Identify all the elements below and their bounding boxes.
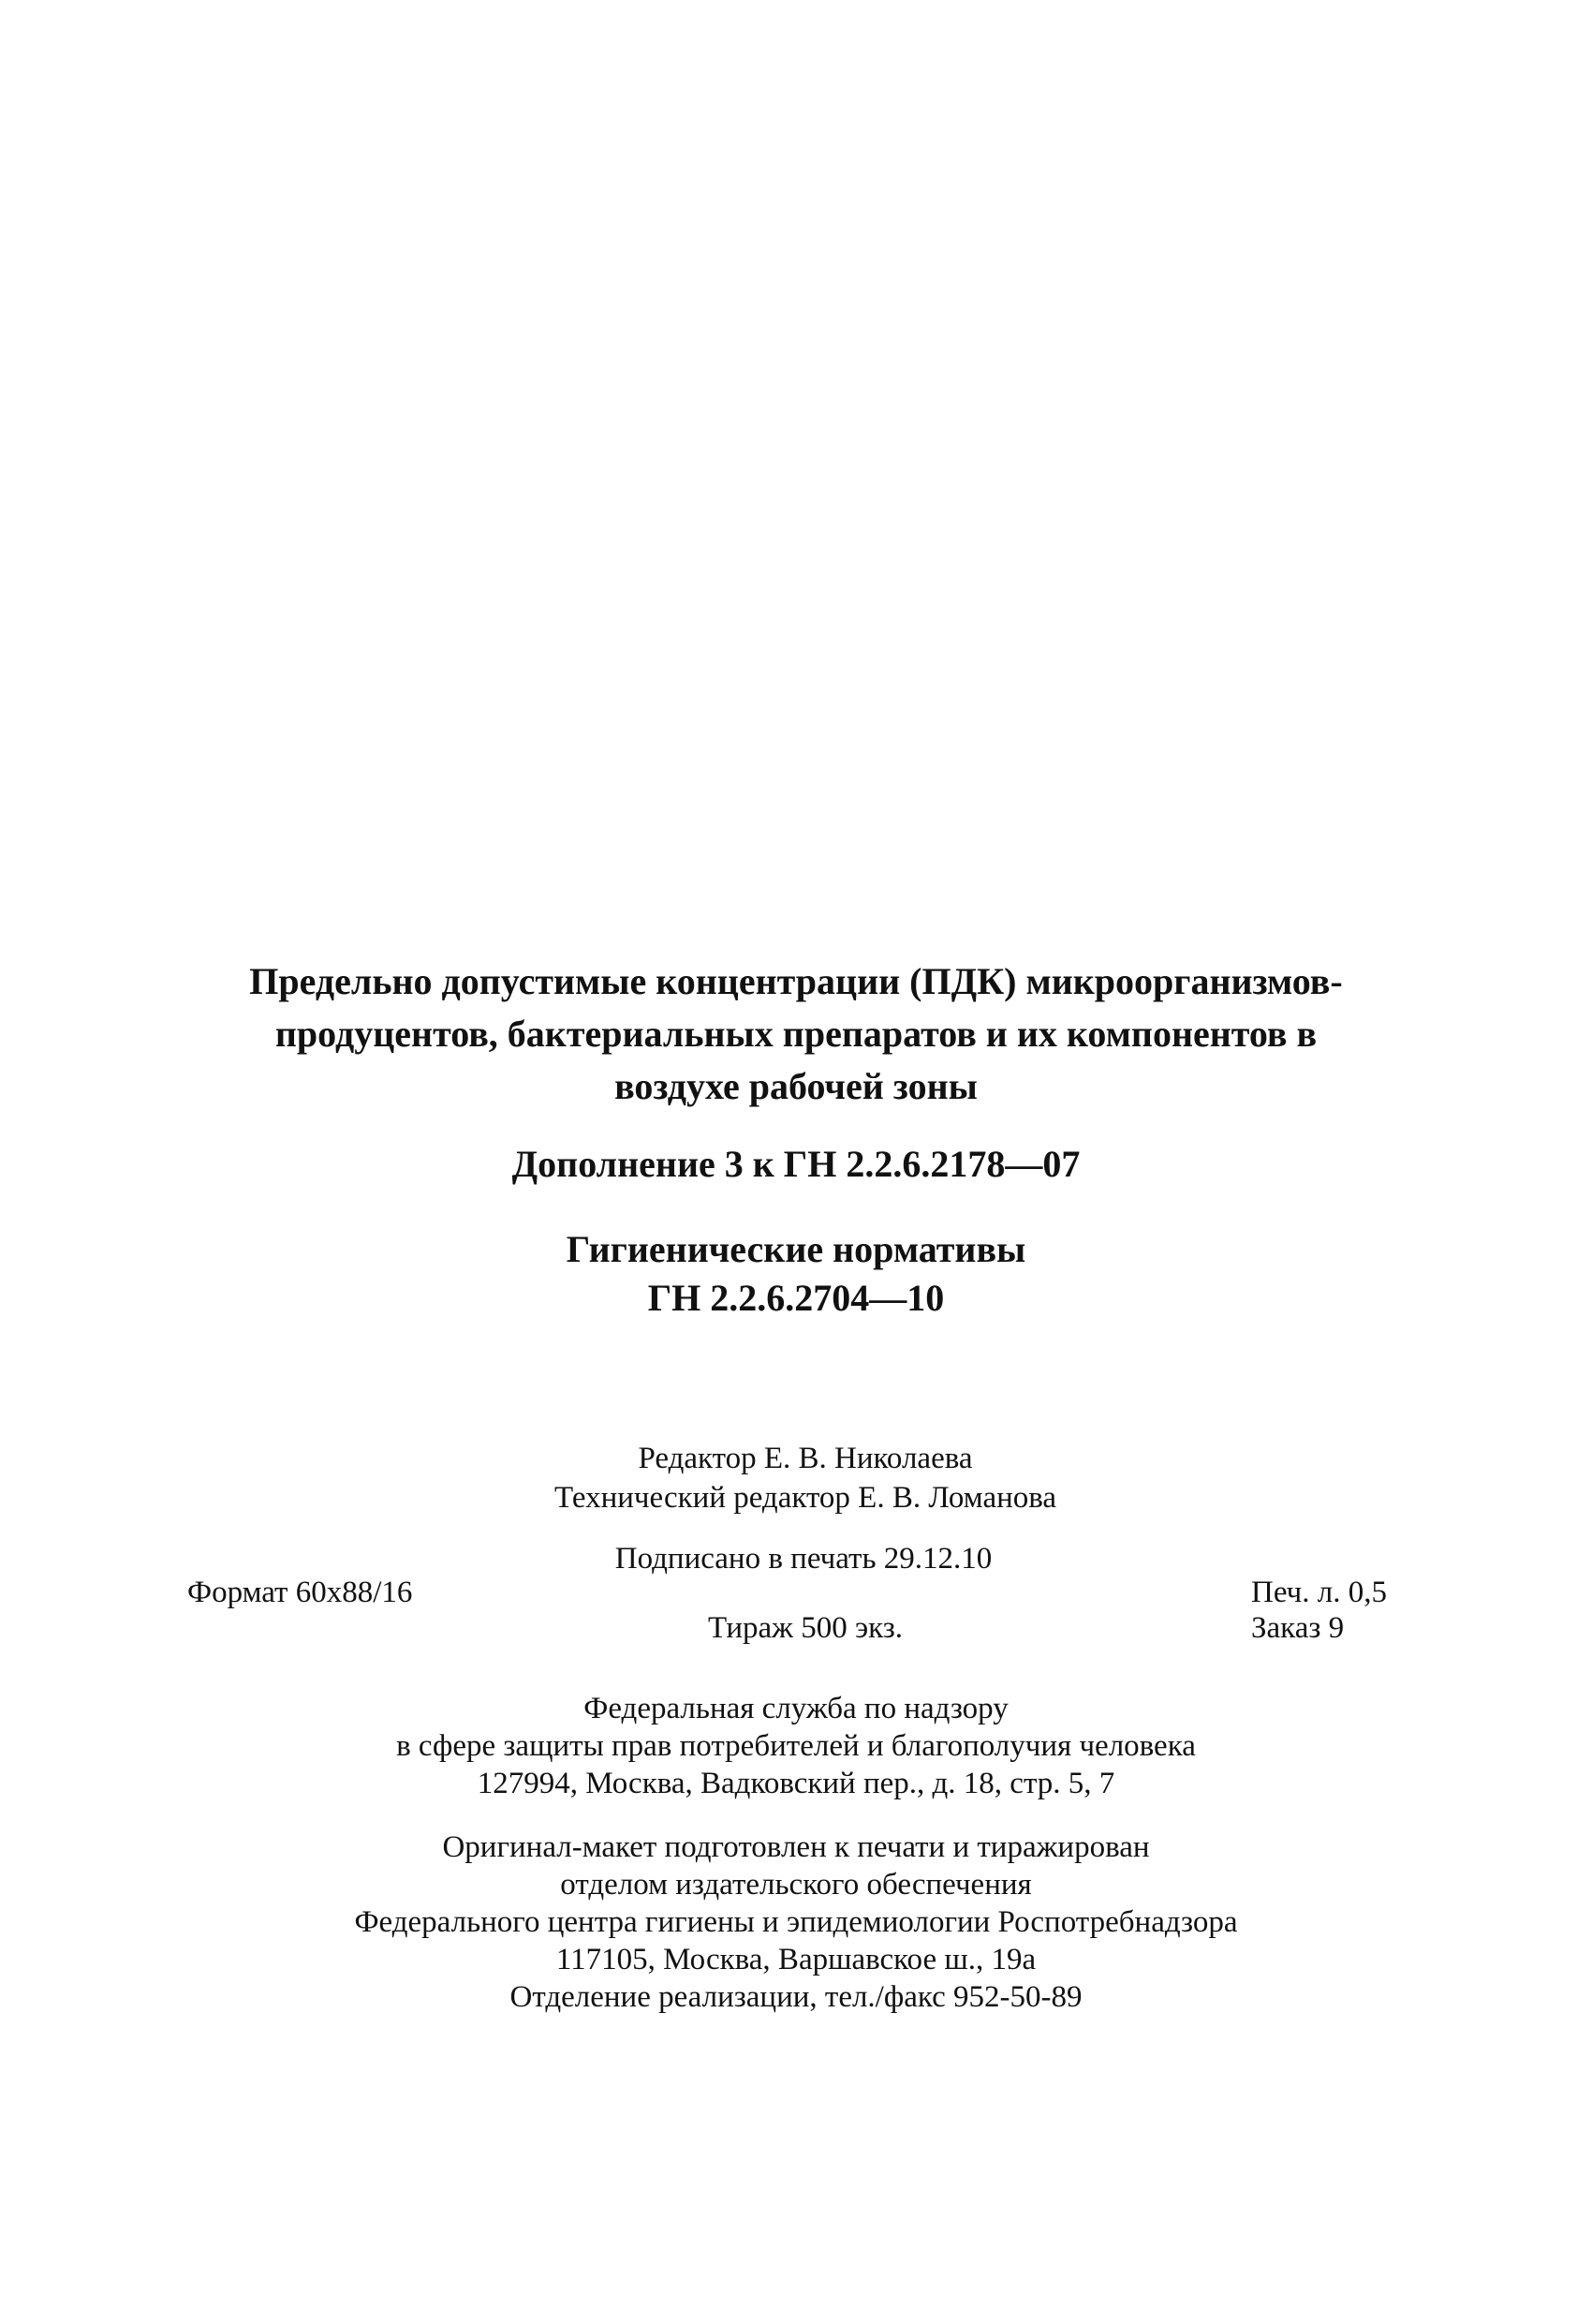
supplement-heading: Дополнение 3 к ГН 2.2.6.2178—07 (511, 1143, 1081, 1185)
signed-for-print: Подписано в печать 29.12.10 (614, 1542, 993, 1576)
publisher-address: 117105, Москва, Варшавское ш., 19а (555, 1943, 1037, 1976)
publisher-line-3: Федерального центра гигиены и эпидемиологии Роспотребнадзора (354, 1905, 1238, 1939)
circulation: Тираж 500 экз. (708, 1611, 903, 1645)
publisher-line-1: Оригинал-макет подготовлен к печати и тиражирован (442, 1830, 1150, 1864)
publisher-line-2: отделом издательского обеспечения (560, 1868, 1032, 1902)
title-line-3: воздухе рабочей зоны (614, 1065, 978, 1107)
agency-line-2: в сфере защиты прав потребителей и благополучия человека (396, 1729, 1196, 1763)
agency-block (0, 1690, 1592, 1802)
title-line-1: Предельно допустимые концентрации (ПДК) микроорганизмов- (249, 960, 1343, 1002)
sales-contact: Отделение реализации, тел./факс 952-50-89 (509, 1980, 1083, 2014)
paper-format: Формат 60x88/16 (187, 1576, 413, 1609)
publisher-block (0, 1828, 1592, 2016)
norms-code: ГН 2.2.6.2704—10 (647, 1277, 945, 1319)
agency-line-1: Федеральная служба по надзору (583, 1692, 1009, 1725)
print-sheets: Печ. л. 0,5 (1251, 1576, 1387, 1609)
tech-editor-line: Технический редактор Е. В. Ломанова (553, 1481, 1057, 1515)
agency-address: 127994, Москва, Вадковский пер., д. 18, стр. 5, 7 (477, 1767, 1115, 1800)
norms-title: Гигиенические нормативы (566, 1228, 1026, 1270)
order-number: Заказ 9 (1251, 1611, 1345, 1645)
editor-line: Редактор Е. В. Николаева (638, 1442, 973, 1475)
title-line-2: продуцентов, бактериальных препаратов и их компонентов в (274, 1013, 1318, 1055)
document-title (0, 955, 1592, 1113)
norms-heading (0, 1225, 1592, 1323)
